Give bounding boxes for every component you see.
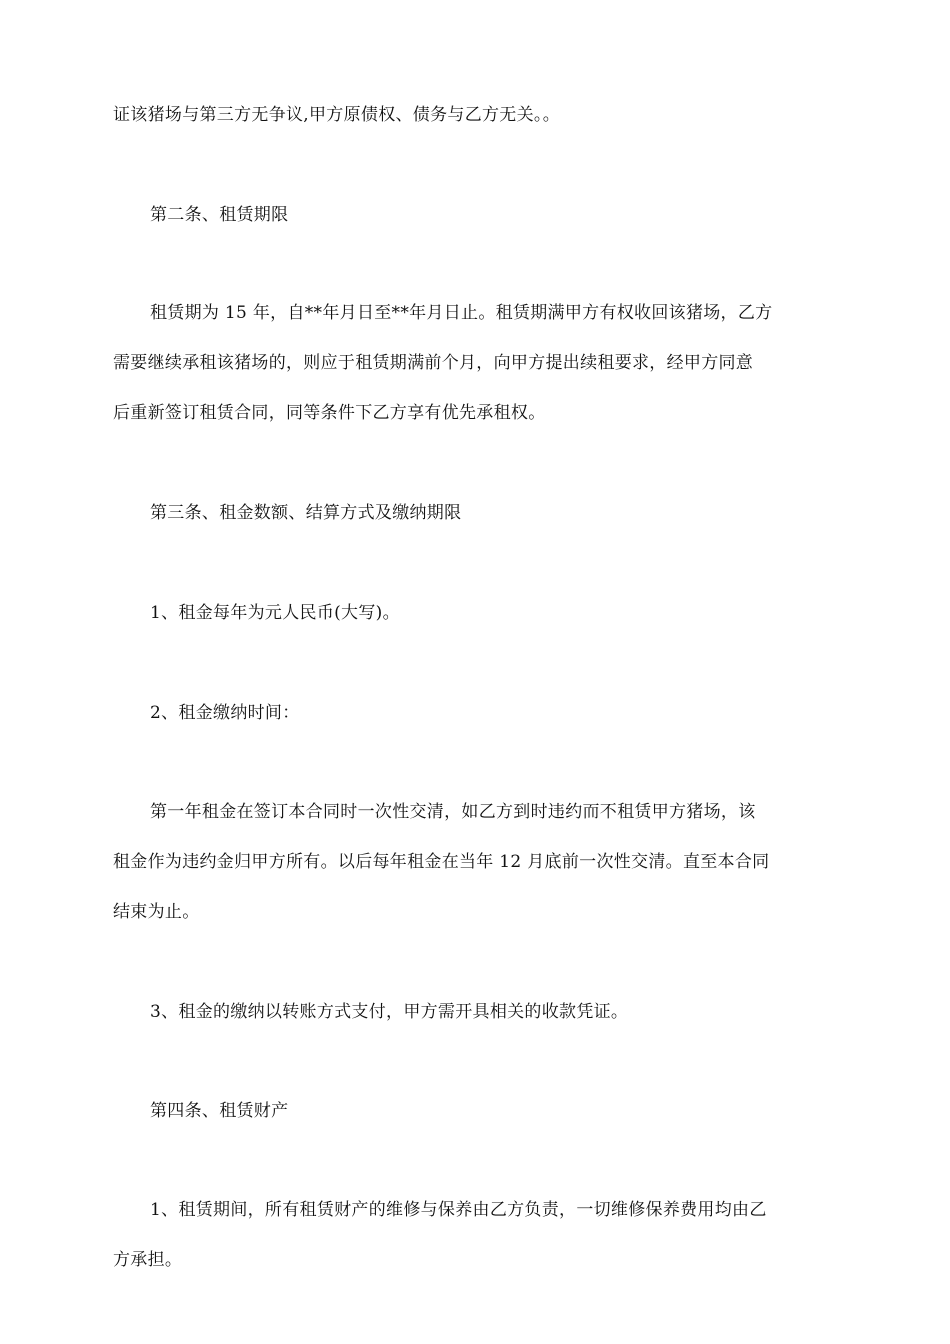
section-heading: 第三条、租金数额、结算方式及缴纳期限 <box>150 503 462 523</box>
list-item: 1、租金每年为元人民币(大写)。 <box>150 603 400 623</box>
paragraph-line: 后重新签订租赁合同，同等条件下乙方享有优先承租权。 <box>113 403 546 423</box>
section-heading: 第二条、租赁期限 <box>150 205 289 225</box>
paragraph-line: 租金作为违约金归甲方所有。以后每年租金在当年 12 月底前一次性交清。直至本合同 <box>113 852 770 872</box>
list-item: 1、租赁期间，所有租赁财产的维修与保养由乙方负责，一切维修保养费用均由乙 <box>150 1200 767 1220</box>
paragraph-line: 结束为止。 <box>113 902 200 922</box>
paragraph-line: 租赁期为 15 年，自**年月日至**年月日止。租赁期满甲方有权收回该猪场，乙方 <box>150 303 773 323</box>
paragraph-line: 证该猪场与第三方无争议,甲方原债权、债务与乙方无关。。 <box>113 105 561 125</box>
list-item: 2、租金缴纳时间： <box>150 703 300 723</box>
paragraph-line: 方承担。 <box>113 1250 183 1270</box>
paragraph-line: 需要继续承租该猪场的，则应于租赁期满前个月，向甲方提出续租要求，经甲方同意 <box>113 353 754 373</box>
list-item: 3、租金的缴纳以转账方式支付，甲方需开具相关的收款凭证。 <box>150 1002 629 1022</box>
section-heading: 第四条、租赁财产 <box>150 1101 289 1121</box>
paragraph-line: 第一年租金在签订本合同时一次性交清，如乙方到时违约而不租赁甲方猪场，该 <box>150 802 756 822</box>
